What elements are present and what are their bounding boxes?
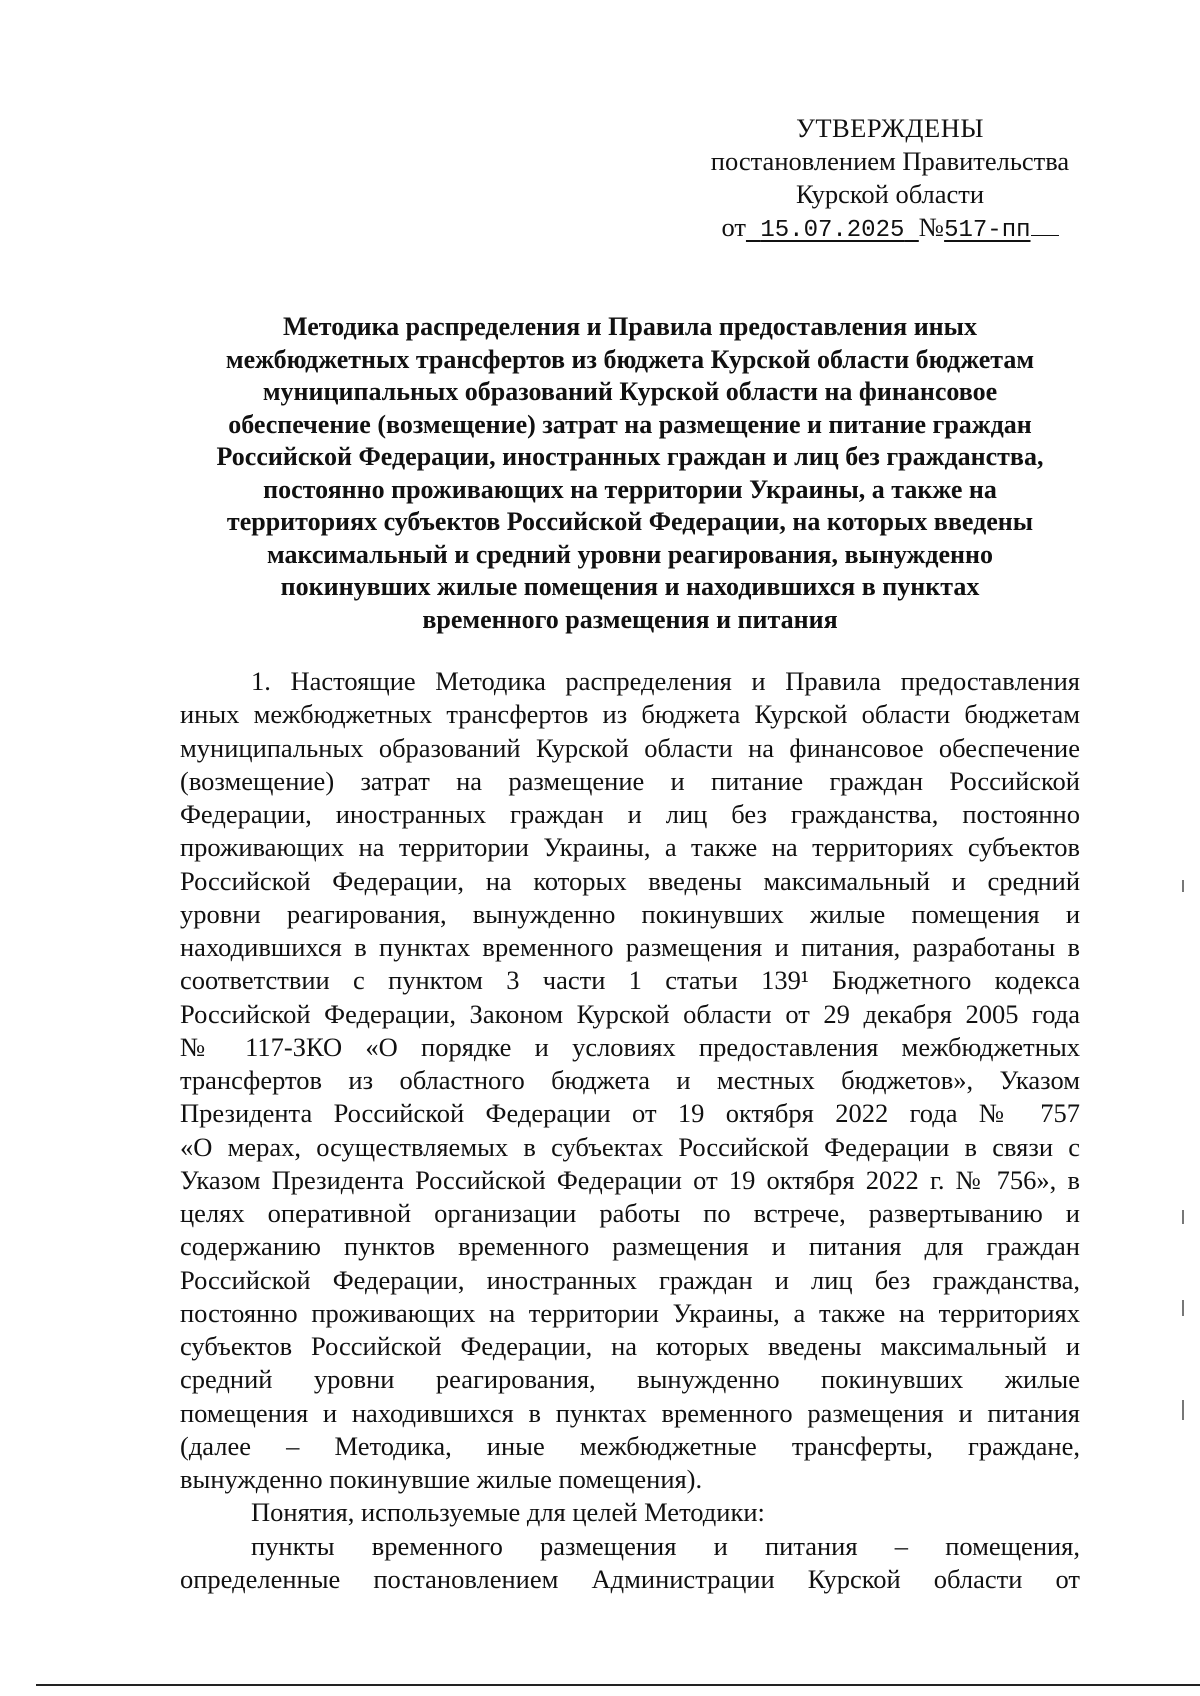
approval-date-row — [690, 211, 1090, 247]
title-line: максимальный и средний уровни реагирования, вынужденно — [267, 539, 993, 569]
body-line: пункты временного размещения и питания – помещения, — [251, 1530, 1080, 1561]
approval-line-2: Курской области — [795, 179, 985, 209]
body-line: средний уровни реагирования, вынужденно покинувших жилые — [180, 1364, 1080, 1395]
body-line: субъектов Российской Федерации, на которых введены максимальный и — [180, 1331, 1080, 1361]
body-line: уровни реагирования, вынужденно покинувших жилые помещения и — [180, 898, 1080, 929]
document-body — [180, 665, 1080, 1596]
body-line: соответствии с пунктом 3 части 1 статьи 139¹ Бюджетного кодекса — [180, 965, 1080, 996]
body-line: (возмещение) затрат на размещение и питание граждан Российской — [180, 765, 1080, 796]
body-line: проживающих на территории Украины, а также на территориях субъектов — [180, 832, 1080, 863]
scan-artifact — [1182, 1300, 1184, 1316]
body-line: определенные постановлением Администрации Курской области от — [180, 1563, 1080, 1594]
approval-line-1: постановлением Правительства — [710, 146, 1070, 176]
page-bottom-rule — [36, 1684, 1200, 1686]
approval-number-prefix: № — [918, 212, 945, 242]
body-line: вынужденно покинувшие жилые помещения). — [180, 1464, 703, 1494]
body-line: Российской Федерации, Законом Курской области от 29 декабря 2005 года — [180, 998, 1080, 1029]
title-line: постоянно проживающих на территории Украины, а также на — [263, 474, 997, 504]
body-line: находившихся в пунктах временного размещения и питания, разработаны в — [180, 932, 1080, 962]
approval-date-prefix: от — [721, 212, 746, 242]
body-line: № 117-ЗКО «О порядке и условиях предоставления межбюджетных — [180, 1031, 1080, 1062]
title-line: покинувших жилые помещения и находившихся в пунктах — [280, 572, 980, 601]
body-line: иных межбюджетных трансфертов из бюджета Курской области бюджетам — [180, 699, 1080, 730]
body-line: постоянно проживающих на территории Украины, а также на территориях — [180, 1297, 1080, 1328]
title-line: Российской Федерации, иностранных граждан и лиц без гражданства, — [216, 442, 1044, 471]
body-line: Федерации, иностранных граждан и лиц без гражданства, постоянно — [180, 799, 1080, 829]
title-line: территориях субъектов Российской Федерации, на которых введены — [226, 507, 1034, 536]
title-line: обеспечение (возмещение) затрат на размещение и питание граждан — [228, 409, 1032, 439]
body-line: Понятия, используемые для целей Методики: — [251, 1497, 765, 1528]
title-line: Методика распределения и Правила предоставления иных — [283, 312, 977, 341]
body-line: Указом Президента Российской Федерации от 19 октября 2022 г. № 756», в — [180, 1164, 1080, 1195]
title-line: межбюджетных трансфертов из бюджета Курской области бюджетам — [225, 344, 1035, 374]
document-title — [180, 311, 1080, 636]
approval-underline — [1031, 234, 1059, 236]
title-line: временного размещения и питания — [422, 604, 838, 634]
approval-date: 15.07.2025 — [760, 217, 905, 244]
body-line: 1. Настоящие Методика распределения и Правила предоставления — [251, 666, 1080, 696]
scan-artifact — [1182, 1210, 1184, 1224]
body-line: Президента Российской Федерации от 19 октября 2022 года № 757 — [180, 1098, 1080, 1129]
body-line: муниципальных образований Курской области на финансовое обеспечение — [180, 732, 1080, 763]
body-line: трансфертов из областного бюджета и местных бюджетов», Указом — [180, 1065, 1080, 1095]
approval-title: УТВЕРЖДЕНЫ — [796, 113, 984, 143]
body-line: «О мерах, осуществляемых в субъектах Российской Федерации в связи с — [180, 1131, 1080, 1162]
body-line: Российской Федерации, иностранных граждан и лиц без гражданства, — [180, 1264, 1080, 1295]
body-line: помещения и находившихся в пунктах временного размещения и питания — [180, 1397, 1080, 1428]
body-line: Российской Федерации, на которых введены максимальный и средний — [180, 865, 1080, 896]
body-line: целях оперативной организации работы по встрече, развертыванию и — [180, 1198, 1080, 1228]
scan-artifact — [1182, 880, 1184, 892]
scan-artifact — [1182, 1400, 1184, 1420]
approval-number: 517-пп — [944, 217, 1031, 244]
body-line: (далее – Методика, иные межбюджетные трансферты, граждане, — [180, 1430, 1080, 1461]
body-line: содержанию пунктов временного размещения и питания для граждан — [180, 1231, 1080, 1262]
title-line: муниципальных образований Курской области на финансовое — [262, 377, 998, 406]
approval-stamp — [690, 112, 1090, 247]
